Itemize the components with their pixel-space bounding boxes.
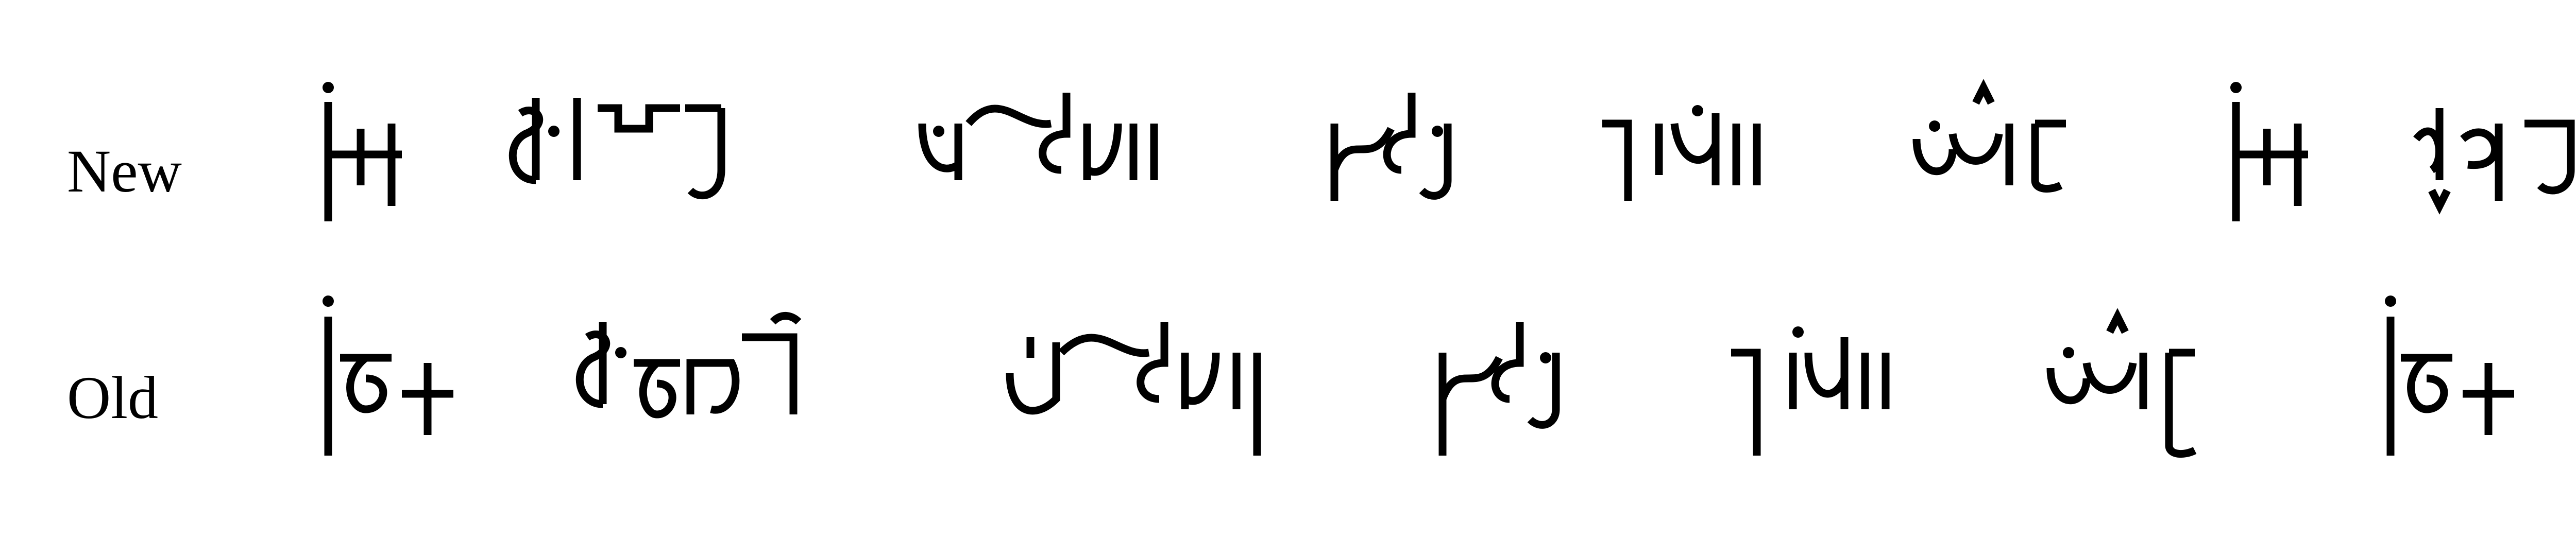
script-word (1602, 105, 1757, 201)
row-label-new: New (67, 137, 182, 205)
script-word (513, 98, 721, 196)
script-word (2385, 296, 2514, 456)
script-row-new (0, 67, 2576, 237)
script-row-old (0, 281, 2576, 476)
script-word (2230, 82, 2308, 221)
script-line-old (0, 281, 2576, 476)
script-word (1334, 93, 1448, 201)
script-word (323, 296, 453, 456)
script-line-new (0, 67, 2576, 237)
script-word (1443, 322, 1556, 456)
script-word (1010, 322, 1257, 456)
script-word (922, 93, 1154, 180)
script-word (1731, 326, 1886, 456)
script-word (1917, 88, 2066, 189)
script-word (580, 316, 799, 414)
script-word (323, 82, 402, 221)
row-label-old: Old (67, 364, 158, 431)
script-word (2050, 317, 2195, 454)
script-word (2416, 108, 2576, 206)
